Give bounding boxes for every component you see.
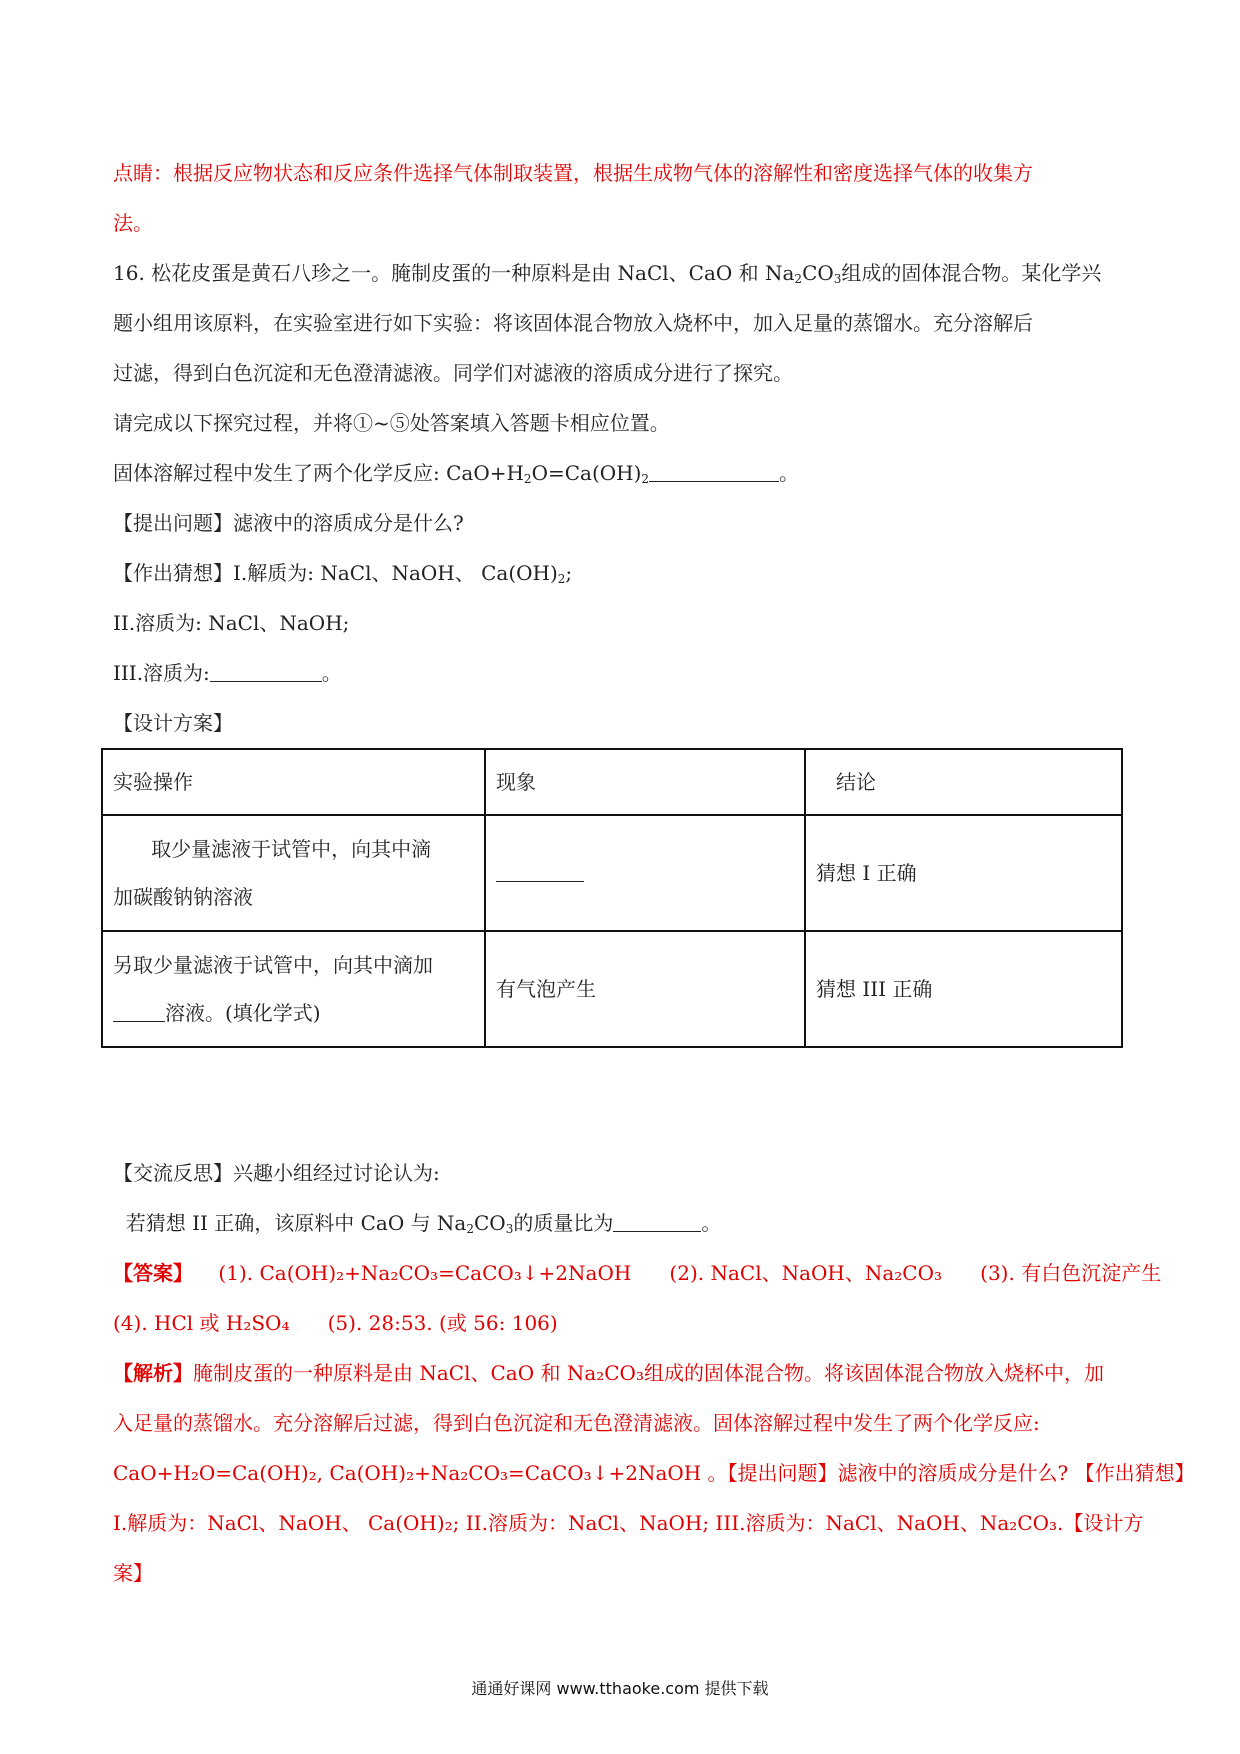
answer-label: 【答案】 <box>113 1261 193 1285</box>
question-paragraph-line-1: 16. 松花皮蛋是黄石八珍之一。腌制皮蛋的一种原料是由 NaCl、CaO 和 $Na_2CO_3$组成的固体混合物。某化学兴 <box>113 261 1102 286</box>
table-row <box>102 815 1122 931</box>
dianjing-line-2: 法。 <box>113 211 153 235</box>
answer-blank-2[interactable] <box>210 663 322 682</box>
question-instruction: 请完成以下探究过程，并将①~⑤处答案填入答题卡相应位置。 <box>113 411 670 435</box>
answer-line-1: 【答案】 (1). Ca(OH)₂+Na₂CO₃=CaCO₃↓+2NaOH (2). NaCl、NaOH、Na₂CO₃ (3). 有白色沉淀产生 <box>113 1261 1162 1285</box>
row1-phenomenon <box>485 815 805 931</box>
dianjing-line-1: 点睛：根据反应物状态和反应条件选择气体制取装置，根据生成物气体的溶解性和密度选择气体的收集方 <box>113 161 1033 185</box>
row1-operation: 取少量滤液于试管中，向其中滴 加碳酸钠钠溶液 <box>102 815 485 931</box>
row1-conclusion: 猜想 I 正确 <box>805 815 1122 931</box>
experiment-table <box>101 748 1123 1048</box>
answer-blank-5[interactable] <box>613 1213 701 1232</box>
answer-line-2: (4). HCl 或 H₂SO₄ (5). 28:53. (或 56: 106) <box>113 1311 558 1335</box>
question-paragraph-line-2: 题小组用该原料，在实验室进行如下实验：将该固体混合物放入烧杯中，加入足量的蒸馏水。充分溶解后 <box>113 311 1033 335</box>
header-phenomenon: 现象 <box>485 749 805 815</box>
analysis-line-2: 入足量的蒸馏水。充分溶解后过滤，得到白色沉淀和无色澄清滤液。固体溶解过程中发生了两个化学反应: <box>113 1411 1040 1435</box>
answer-blank-3[interactable] <box>496 863 584 882</box>
analysis-line-4: I.解质为：NaCl、NaOH、 Ca(OH)₂; II.溶质为：NaCl、NaOH; III.溶质为：NaCl、NaOH、Na₂CO₃.【设计方 <box>113 1511 1144 1535</box>
table-row <box>102 931 1122 1047</box>
tichu-wenti: 【提出问题】滤液中的溶质成分是什么? <box>113 511 464 535</box>
answer-blank-1[interactable] <box>649 463 779 482</box>
question-number: 16. <box>113 261 145 285</box>
guess-2: II.溶质为: NaCl、NaOH; <box>113 611 350 635</box>
jiaoliu-question: 若猜想 II 正确，该原料中 CaO 与 $Na_2CO_3$的质量比为 。 <box>113 1211 722 1236</box>
row2-phenomenon: 有气泡产生 <box>485 931 805 1047</box>
row2-operation: 另取少量滤液于试管中，向其中滴加 溶液。(填化学式) <box>102 931 485 1047</box>
question-paragraph-line-3: 过滤，得到白色沉淀和无色澄清滤液。同学们对滤液的溶质成分进行了探究。 <box>113 361 793 385</box>
reaction-statement: 固体溶解过程中发生了两个化学反应: $CaO+H_2O=Ca(OH)_2$ 。 <box>113 461 800 486</box>
guess-1: 【作出猜想】I.解质为: NaCl、NaOH、 $Ca(OH)_2$; <box>113 561 573 586</box>
header-conclusion: 结论 <box>805 749 1122 815</box>
row2-conclusion: 猜想 III 正确 <box>805 931 1122 1047</box>
table-header-row <box>102 749 1122 815</box>
header-operation: 实验操作 <box>102 749 485 815</box>
sheji-fangan: 【设计方案】 <box>113 711 233 735</box>
guess-3: III.溶质为: 。 <box>113 661 342 685</box>
analysis-line-5: 案】 <box>113 1561 153 1585</box>
jiaoliu-title: 【交流反思】兴趣小组经过讨论认为: <box>113 1161 440 1185</box>
analysis-line-1: 【解析】腌制皮蛋的一种原料是由 NaCl、CaO 和 Na₂CO₃组成的固体混合物。将该固体混合物放入烧杯中，加 <box>113 1361 1104 1385</box>
analysis-label: 【解析】 <box>113 1361 193 1385</box>
page-footer: 通通好课网 www.tthaoke.com 提供下载 <box>471 1679 769 1698</box>
analysis-line-3: CaO+H₂O=Ca(OH)₂, Ca(OH)₂+Na₂CO₃=CaCO₃↓+2NaOH 。【提出问题】滤液中的溶质成分是什么? 【作出猜想】 <box>113 1461 1195 1485</box>
answer-blank-4[interactable] <box>113 1003 165 1022</box>
